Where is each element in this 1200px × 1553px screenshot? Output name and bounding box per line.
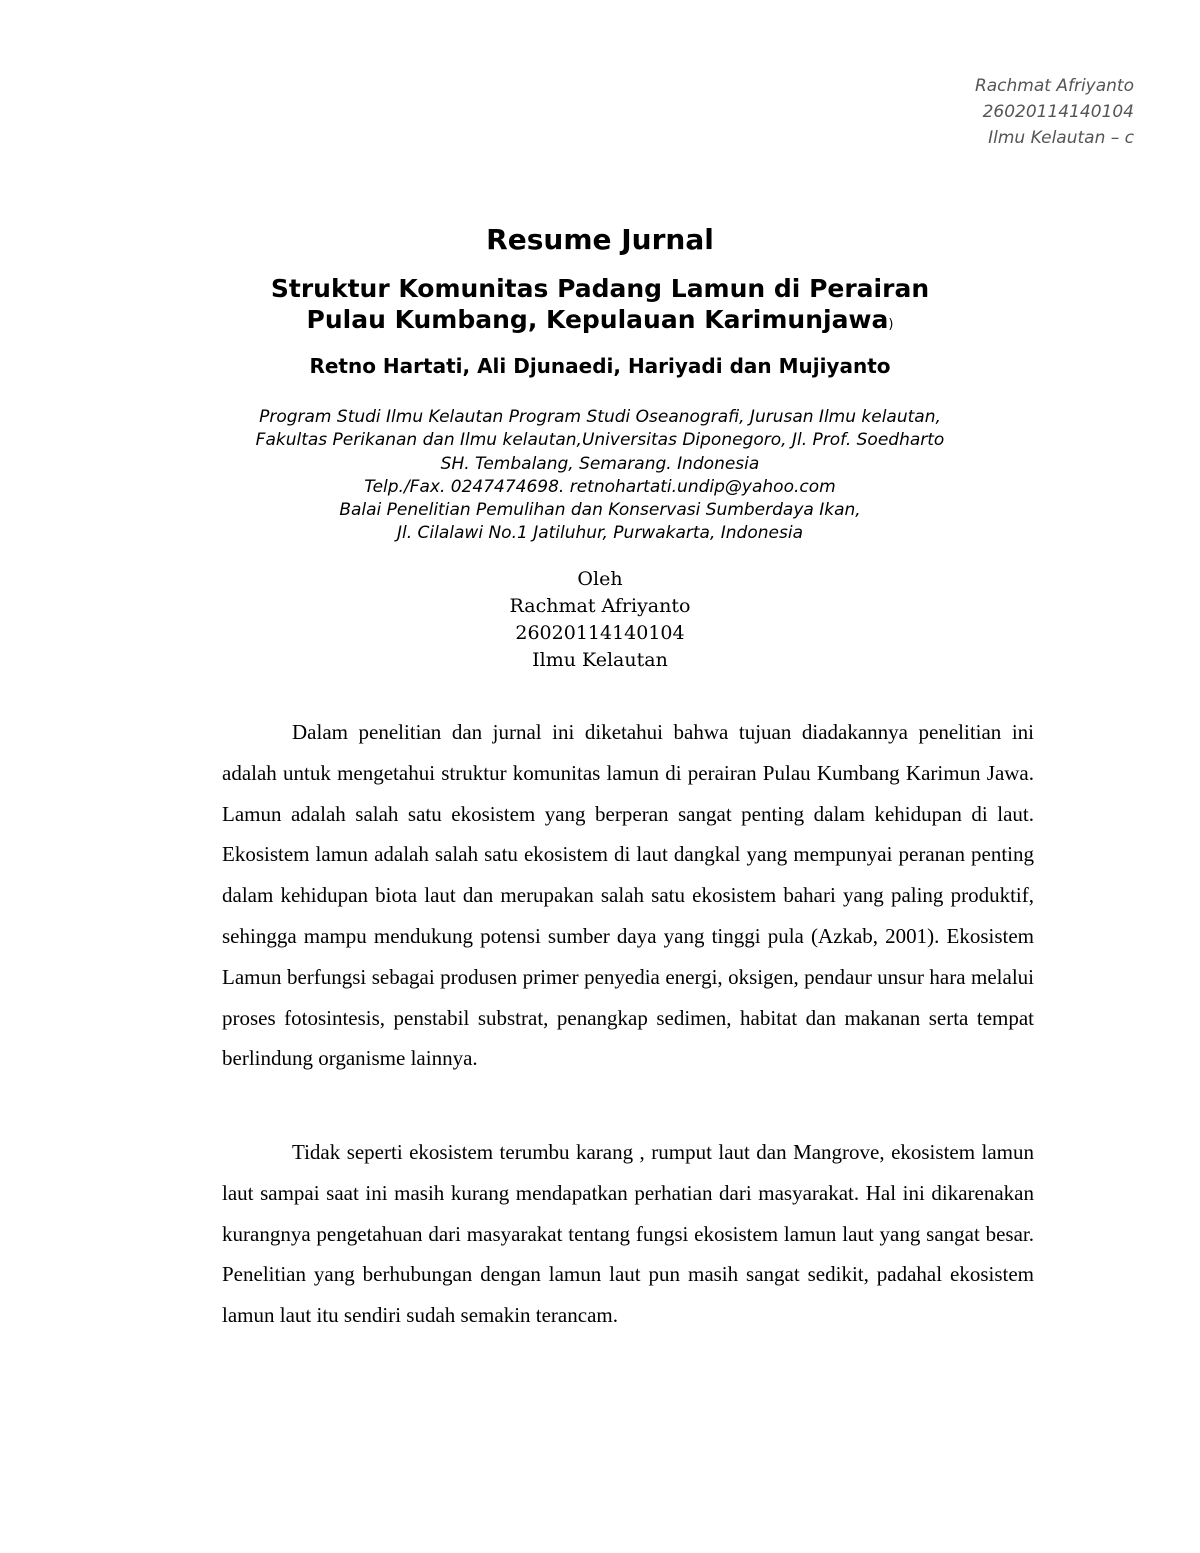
article-title-line-2 [0, 304, 1200, 340]
article-title-mark: ) [888, 317, 894, 332]
paragraph-text: Tidak seperti ekosistem terumbu karang , rumput laut dan Mangrove, ekosistem lamun laut sampai saat ini masih kurang mendapatkan perhatian dari masyarakat. Hal ini dikarenakan kurangnya pengetahuan dari masyarakat tentang fungsi ekosistem lamun laut yang sangat besar. Penelitian yang berhubungan dengan lamun laut pun masih sangat sedikit, padahal ekosistem lamun laut itu sendiri sudah semakin terancam. [222, 1140, 1034, 1328]
byline-program: Ilmu Kelautan [532, 649, 668, 671]
body-paragraph-1 [222, 712, 1034, 1079]
article-title [0, 273, 1200, 340]
paragraph-text: Dalam penelitian dan jurnal ini diketahui bahwa tujuan diadakannya penelitian ini adalah untuk mengetahui struktur komunitas lamun di perairan Pulau Kumbang Karimun Jawa. Lamun adalah salah satu ekosistem yang berperan sangat penting dalam kehidupan di laut. Ekosistem lamun adalah salah satu ekosistem di laut dangkal yang mempunyai peranan penting dalam kehidupan biota laut dan merupakan salah satu ekosistem bahari yang paling produktif, sehingga mampu mendukung potensi sumber daya yang tinggi pula (Azkab, 2001). Ekosistem Lamun berfungsi sebagai produsen primer penyedia energi, oksigen, pendaur unsur hara melalui proses fotosintesis, penstabil substrat, penangkap sedimen, habitat dan makanan serta tempat berlindung organisme lainnya. [222, 720, 1034, 1071]
body-paragraph-2 [222, 1132, 1034, 1336]
byline-oleh: Oleh [577, 568, 623, 590]
header-program-class: Ilmu Kelautan – c [988, 128, 1134, 148]
header-student-id: 26020114140104 [982, 102, 1134, 122]
document-heading: Resume Jurnal [486, 223, 714, 256]
header-author-info [975, 73, 1134, 151]
affiliation-line: SH. Tembalang, Semarang. Indonesia [440, 453, 760, 474]
article-title-line-1: Struktur Komunitas Padang Lamun di Perairan [270, 274, 930, 303]
affiliation-line: Balai Penelitian Pemulihan dan Konservasi Sumberdaya Ikan, [339, 500, 861, 521]
header-author-name: Rachmat Afriyanto [974, 76, 1134, 96]
affiliation-line: Fakultas Perikanan dan Ilmu kelautan,Universitas Diponegoro, Jl. Prof. Soedharto [255, 430, 945, 451]
affiliation-line: Program Studi Ilmu Kelautan Program Studi Oseanografi, Jurusan Ilmu kelautan, [259, 407, 941, 427]
byline-student-id: 26020114140104 [515, 622, 685, 644]
article-authors: Retno Hartati, Ali Djunaedi, Hariyadi dan Mujiyanto [309, 354, 891, 378]
article-affiliation [0, 406, 1200, 546]
article-title-line-2-text: Pulau Kumbang, Kepulauan Karimunjawa [306, 305, 889, 334]
byline-name: Rachmat Afriyanto [509, 595, 691, 617]
affiliation-line: Jl. Cilalawi No.1 Jatiluhur, Purwakarta, Indonesia [397, 523, 803, 544]
byline [0, 566, 1200, 674]
affiliation-line: Telp./Fax. 0247474698. retnohartati.undip@yahoo.com [364, 476, 836, 497]
